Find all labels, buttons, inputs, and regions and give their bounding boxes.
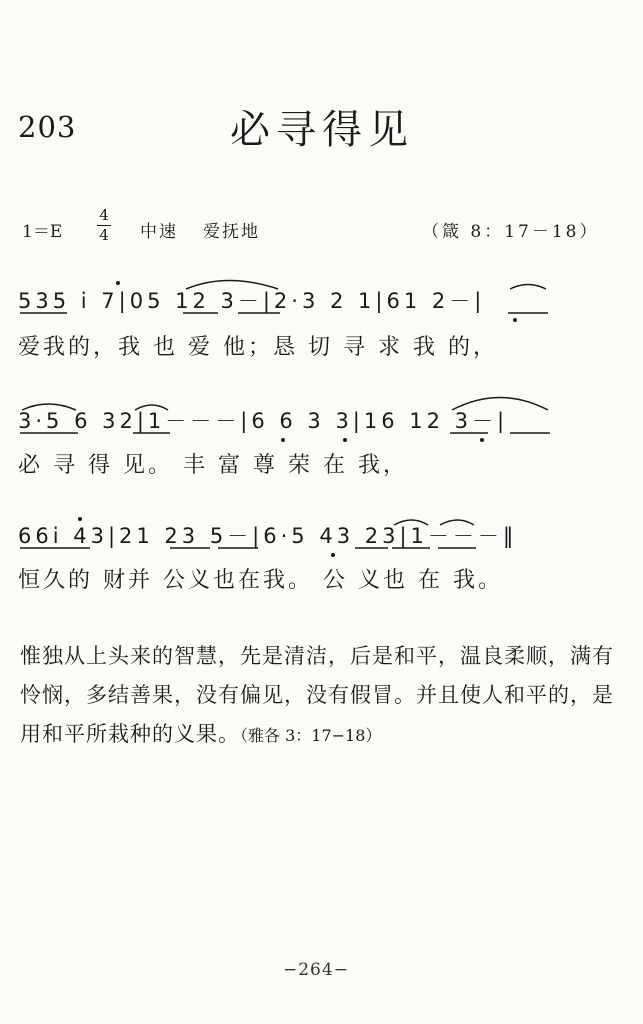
lyrics-line-1: 爱我的，我 也 爱 他；恳 切 寻 求 我 的，: [18, 335, 498, 360]
hymn-title: 必寻得见: [230, 107, 414, 153]
page-number: −264−: [283, 960, 349, 980]
expression-marking: 爱抚地: [203, 222, 260, 242]
scripture-passage: [20, 637, 625, 755]
scripture-reference: （箴 8：17－18）: [422, 222, 600, 242]
notes-line-3: 66i 43|21 23 5－|6·5 43 23|1－－－‖: [18, 524, 518, 548]
octave-dot: [513, 318, 517, 322]
slur: [452, 398, 548, 411]
time-signature-top: 4: [99, 206, 109, 224]
octave-dot: [78, 517, 82, 521]
slur: [186, 281, 278, 290]
time-signature-bottom: 4: [99, 226, 109, 244]
slur: [135, 405, 168, 410]
slur: [440, 520, 474, 525]
tempo-marking: 中速: [140, 222, 178, 242]
slur: [394, 520, 428, 525]
lyrics-line-3: 恒久的 财并 公义也在我。 公 义也 在 我。: [18, 568, 503, 593]
notes-line-2: 3·5 6 32|1－－－|6 6 3 3|16 12 3－|: [18, 409, 509, 433]
hymn-number: 203: [18, 110, 77, 144]
slur: [22, 404, 76, 410]
key-signature: 1＝E: [22, 222, 63, 242]
octave-dot: [480, 438, 484, 442]
notes-line-1: 535 i 7|05 12 3－|2·3 2 1|61 2－|: [18, 289, 486, 313]
scripture-passage-ref: （雅各 3：17−18）: [240, 726, 382, 745]
scripture-text: 惟独从上头来的智慧，先是清洁，后是和平，温良柔顺，满有怜悯，多结善果，没有偏见，没有假冒。并且使人和平的，是用和平所栽种的义果。: [20, 644, 614, 746]
octave-dot: [343, 438, 347, 442]
slur: [510, 285, 546, 290]
octave-dot: [116, 281, 120, 285]
octave-dot: [331, 553, 335, 557]
octave-dot: [281, 438, 285, 442]
lyrics-line-2: 必 寻 得 见。 丰 富 尊 荣 在 我，: [18, 453, 408, 478]
